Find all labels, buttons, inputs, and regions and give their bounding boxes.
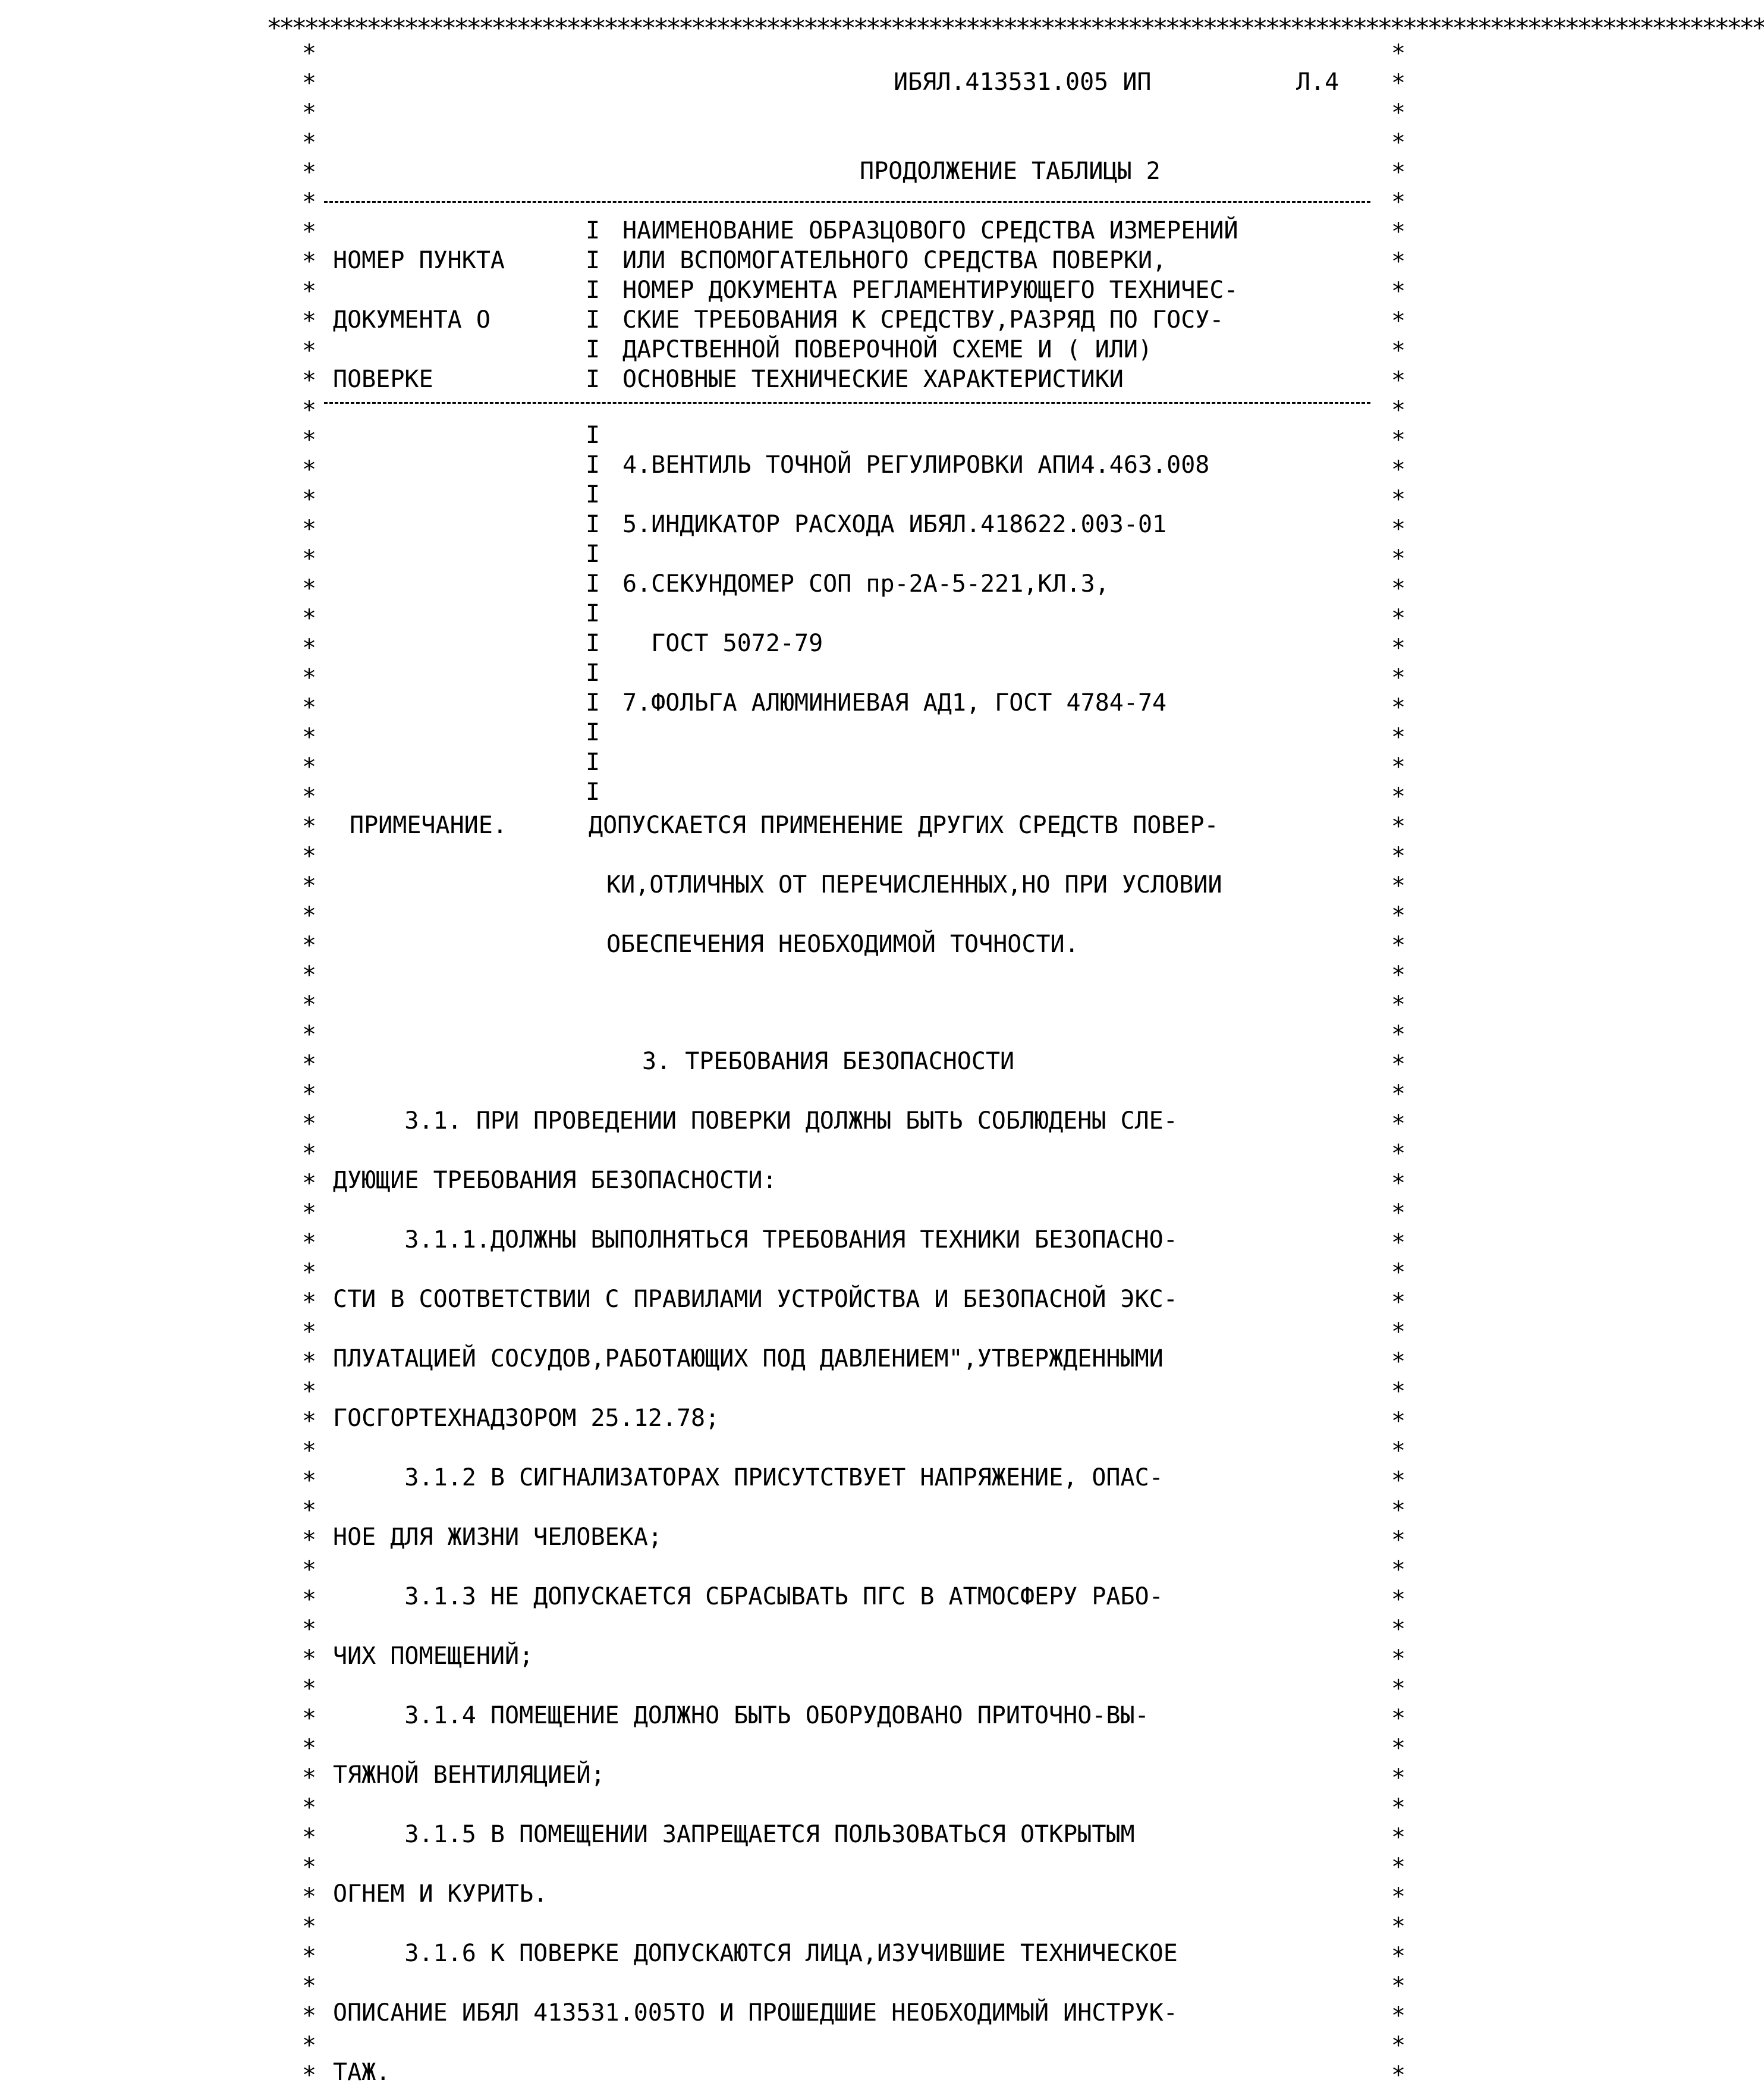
border-star: * [302,1586,317,1613]
table-column-divider: I [586,778,600,806]
border-star: * [302,813,317,840]
border-star: * [1391,1645,1406,1673]
border-star: * [302,1408,317,1435]
section-line: 3.1.4 ПОМЕЩЕНИЕ ДОЛЖНО БЫТЬ ОБОРУДОВАНО ПРИТОЧНО-ВЫ- [333,1702,1149,1729]
border-star: * [1391,991,1406,1019]
border-star: * [302,248,317,275]
border-star: * [1391,783,1406,811]
border-star: * [1391,1021,1406,1048]
border-star: * [1391,248,1406,275]
border-star: * [1391,1586,1406,1613]
border-star: * [1391,575,1406,602]
header-divider: I [586,336,600,363]
border-star: * [302,1972,317,2000]
border-star: * [1391,2032,1406,2059]
table-column-divider: I [586,451,600,479]
border-star: * [302,99,317,127]
table-row: 5.ИНДИКАТОР РАСХОДА ИБЯЛ.418622.003-01 [622,511,1167,538]
border-star: * [1391,902,1406,929]
border-star: * [1391,1764,1406,1792]
table-column-divider: I [586,749,600,776]
border-star: * [1391,159,1406,186]
border-star: * [302,1467,317,1494]
border-star: * [302,545,317,573]
border-star: * [302,1556,317,1584]
border-star: * [1391,278,1406,305]
border-star: * [1391,1526,1406,1554]
section-line: ТЯЖНОЙ ВЕНТИЛЯЦИЕЙ; [333,1761,605,1789]
border-star: * [302,962,317,989]
border-star: * [1391,1110,1406,1138]
border-star: * [302,218,317,246]
border-star: * [1391,218,1406,246]
section-line: 3.1.1.ДОЛЖНЫ ВЫПОЛНЯТЬСЯ ТРЕБОВАНИЯ ТЕХНИКИ БЕЗОПАСНО- [333,1226,1178,1254]
border-star: * [302,397,317,424]
header-divider: I [586,366,600,393]
table-row: 7.ФОЛЬГА АЛЮМИНИЕВАЯ АД1, ГОСТ 4784-74 [622,689,1167,717]
border-star: * [1391,1794,1406,1821]
border-star: * [1391,1467,1406,1494]
border-star: * [302,872,317,900]
header-divider: I [586,306,600,334]
border-star: * [1391,1616,1406,1643]
sheet-number: Л.4 [1296,68,1339,96]
border-star: * [1391,1378,1406,1405]
border-star: * [1391,456,1406,483]
border-star: * [1391,1170,1406,1197]
border-star: * [302,1080,317,1108]
section-line: ЧИХ ПОМЕЩЕНИЙ; [333,1642,534,1670]
section-line: ГОСГОРТЕХНАДЗОРОМ 25.12.78; [333,1405,720,1432]
section-line: ОГНЕМ И КУРИТЬ. [333,1880,548,1908]
section-line: ТАЖ. [333,2059,391,2086]
border-star: * [1391,1972,1406,2000]
border-star: * [1391,1705,1406,1732]
table-column-divider: I [586,719,600,746]
table-header-rule [324,402,1370,404]
border-star: * [302,932,317,959]
border-star: * [1391,1883,1406,1911]
border-star: * [302,189,317,216]
border-star: * [1391,1051,1406,1078]
border-star: * [1391,843,1406,870]
border-star: * [1391,1229,1406,1256]
section-line: 3.1.3 НЕ ДОПУСКАЕТСЯ СБРАСЫВАТЬ ПГС В АТМОСФЕРУ РАБО- [333,1583,1164,1610]
table-column-divider: I [586,570,600,598]
section-line: ОПИСАНИЕ ИБЯЛ 413531.005ТО И ПРОШЕДШИЕ НЕОБХОДИМЫЙ ИНСТРУК- [333,1999,1178,2027]
border-star: * [302,1318,317,1346]
table-column-divider: I [586,481,600,508]
table-row: ГОСТ 5072-79 [622,630,823,657]
section-line: 3.1.5 В ПОМЕЩЕНИИ ЗАПРЕЩАЕТСЯ ПОЛЬЗОВАТЬСЯ ОТКРЫТЫМ [333,1821,1135,1848]
border-star: * [1391,189,1406,216]
border-star: * [302,1943,317,1970]
border-star: * [1391,605,1406,632]
section-line: 3.1. ПРИ ПРОВЕДЕНИИ ПОВЕРКИ ДОЛЖНЫ БЫТЬ СОБЛЮДЕНЫ СЛЕ- [333,1107,1178,1135]
border-star: * [1391,1913,1406,1940]
border-star: * [302,1497,317,1524]
border-star: * [1391,1259,1406,1286]
border-star: * [1391,634,1406,662]
border-star: * [302,1259,317,1286]
border-star: * [302,1021,317,1048]
border-star: * [302,724,317,751]
border-star: * [1391,337,1406,365]
border-star: * [302,575,317,602]
border-star: * [302,1437,317,1465]
border-star: * [302,1229,317,1256]
border-star: * [302,1348,317,1375]
top-star-border: ************************************************************************************************************************ [266,13,1764,43]
note-line-1: ДОПУСКАЕТСЯ ПРИМЕНЕНИЕ ДРУГИХ СРЕДСТВ ПОВЕР- [589,812,1219,839]
border-star: * [302,129,317,156]
header-divider: I [586,247,600,274]
border-star: * [302,991,317,1019]
border-star: * [302,1289,317,1316]
header-right-line-5: ДАРСТВЕННОЙ ПОВЕРОЧНОЙ СХЕМЕ И ( ИЛИ) [622,336,1153,363]
border-star: * [1391,99,1406,127]
border-star: * [1391,1675,1406,1702]
border-star: * [1391,962,1406,989]
border-star: * [1391,664,1406,692]
border-star: * [1391,724,1406,751]
border-star: * [302,1883,317,1911]
border-star: * [1391,70,1406,97]
header-divider: I [586,277,600,304]
border-star: * [1391,1140,1406,1167]
table-column-divider: I [586,541,600,568]
document-code: ИБЯЛ.413531.005 ИП [894,68,1152,96]
border-star: * [302,843,317,870]
border-star: * [302,1913,317,1940]
border-star: * [302,2062,317,2089]
border-star: * [1391,40,1406,67]
table-column-divider: I [586,630,600,657]
table-column-divider: I [586,511,600,538]
border-star: * [302,1824,317,1851]
border-star: * [302,1764,317,1792]
border-star: * [302,1170,317,1197]
border-star: * [1391,1497,1406,1524]
border-star: * [302,783,317,811]
border-star: * [1391,486,1406,513]
section-heading: 3. ТРЕБОВАНИЯ БЕЗОПАСНОСТИ [642,1048,1015,1075]
border-star: * [302,1675,317,1702]
border-star: * [302,1526,317,1554]
border-star: * [1391,1289,1406,1316]
border-star: * [1391,1408,1406,1435]
border-star: * [302,1616,317,1643]
header-left-line-6: ПОВЕРКЕ [333,366,433,393]
border-star: * [302,1705,317,1732]
border-star: * [302,605,317,632]
border-star: * [302,664,317,692]
table-column-divider: I [586,689,600,717]
section-line: 3.1.2 В СИГНАЛИЗАТОРАХ ПРИСУТСТВУЕТ НАПРЯЖЕНИЕ, ОПАС- [333,1464,1164,1491]
section-line: ДУЮЩИЕ ТРЕБОВАНИЯ БЕЗОПАСНОСТИ: [333,1167,777,1194]
border-star: * [1391,813,1406,840]
border-star: * [302,159,317,186]
border-star: * [302,1051,317,1078]
border-star: * [1391,1943,1406,1970]
border-star: * [302,337,317,365]
header-right-line-2: ИЛИ ВСПОМОГАТЕЛЬНОГО СРЕДСТВА ПОВЕРКИ, [622,247,1167,274]
section-line: ПЛУАТАЦИЕЙ СОСУДОВ,РАБОТАЮЩИХ ПОД ДАВЛЕНИЕМ",УТВЕРЖДЕННЫМИ [333,1345,1164,1372]
border-star: * [1391,545,1406,573]
border-star: * [302,1645,317,1673]
border-star: * [302,1735,317,1762]
border-star: * [1391,694,1406,721]
header-right-line-3: НОМЕР ДОКУМЕНТА РЕГЛАМЕНТИРУЮЩЕГО ТЕХНИЧЕС- [622,277,1238,304]
border-star: * [1391,2002,1406,2030]
note-line-3: ОБЕСПЕЧЕНИЯ НЕОБХОДИМОЙ ТОЧНОСТИ. [606,931,1079,958]
header-right-line-4: СКИЕ ТРЕБОВАНИЯ К СРЕДСТВУ,РАЗРЯД ПО ГОСУ- [622,306,1224,334]
border-star: * [302,516,317,543]
border-star: * [1391,129,1406,156]
border-star: * [302,1199,317,1227]
border-star: * [302,486,317,513]
header-right-line-6: ОСНОВНЫЕ ТЕХНИЧЕСКИЕ ХАРАКТЕРИСТИКИ [622,366,1124,393]
table-column-divider: I [586,600,600,627]
border-star: * [302,307,317,335]
border-star: * [302,2032,317,2059]
border-star: * [1391,1199,1406,1227]
section-line: НОЕ ДЛЯ ЖИЗНИ ЧЕЛОВЕКА; [333,1523,662,1551]
section-line: 3.1.6 К ПОВЕРКЕ ДОПУСКАЮТСЯ ЛИЦА,ИЗУЧИВШИЕ ТЕХНИЧЕСКОЕ [333,1940,1178,1967]
border-star: * [1391,1348,1406,1375]
header-right-line-1: НАИМЕНОВАНИЕ ОБРАЗЦОВОГО СРЕДСТВА ИЗМЕРЕНИЙ [622,217,1238,244]
border-star: * [1391,1318,1406,1346]
table-row: 4.ВЕНТИЛЬ ТОЧНОЙ РЕГУЛИРОВКИ АПИ4.463.008 [622,451,1210,479]
border-star: * [302,902,317,929]
border-star: * [1391,1735,1406,1762]
note-line-2: КИ,ОТЛИЧНЫХ ОТ ПЕРЕЧИСЛЕННЫХ,НО ПРИ УСЛОВИИ [606,871,1222,899]
border-star: * [1391,367,1406,394]
border-star: * [302,1854,317,1881]
border-star: * [302,367,317,394]
border-star: * [1391,307,1406,335]
border-star: * [1391,2062,1406,2089]
header-divider: I [586,217,600,244]
note-label: ПРИМЕЧАНИЕ. [350,812,507,839]
border-star: * [302,40,317,67]
table-row: 6.СЕКУНДОМЕР СОП пр-2А-5-221,КЛ.3, [622,570,1109,598]
border-star: * [302,1110,317,1138]
border-star: * [1391,516,1406,543]
border-star: * [302,456,317,483]
border-star: * [1391,1854,1406,1881]
border-star: * [1391,872,1406,900]
border-star: * [302,1140,317,1167]
header-left-line-2: НОМЕР ПУНКТА [333,247,505,274]
border-star: * [302,2002,317,2030]
border-star: * [302,753,317,781]
border-star: * [1391,1437,1406,1465]
border-star: * [302,278,317,305]
table-top-rule [324,201,1370,203]
table-column-divider: I [586,659,600,687]
border-star: * [302,694,317,721]
header-left-line-4: ДОКУМЕНТА О [333,306,490,334]
border-star: * [1391,753,1406,781]
border-star: * [1391,1824,1406,1851]
border-star: * [302,426,317,454]
border-star: * [302,634,317,662]
border-star: * [302,1378,317,1405]
border-star: * [1391,1080,1406,1108]
table-column-divider: I [586,422,600,449]
border-star: * [1391,426,1406,454]
border-star: * [1391,932,1406,959]
border-star: * [302,70,317,97]
section-line: СТИ В СООТВЕТСТВИИ С ПРАВИЛАМИ УСТРОЙСТВА И БЕЗОПАСНОЙ ЭКС- [333,1286,1178,1313]
border-star: * [1391,1556,1406,1584]
border-star: * [1391,397,1406,424]
border-star: * [302,1794,317,1821]
table-title: ПРОДОЛЖЕНИЕ ТАБЛИЦЫ 2 [860,158,1161,185]
